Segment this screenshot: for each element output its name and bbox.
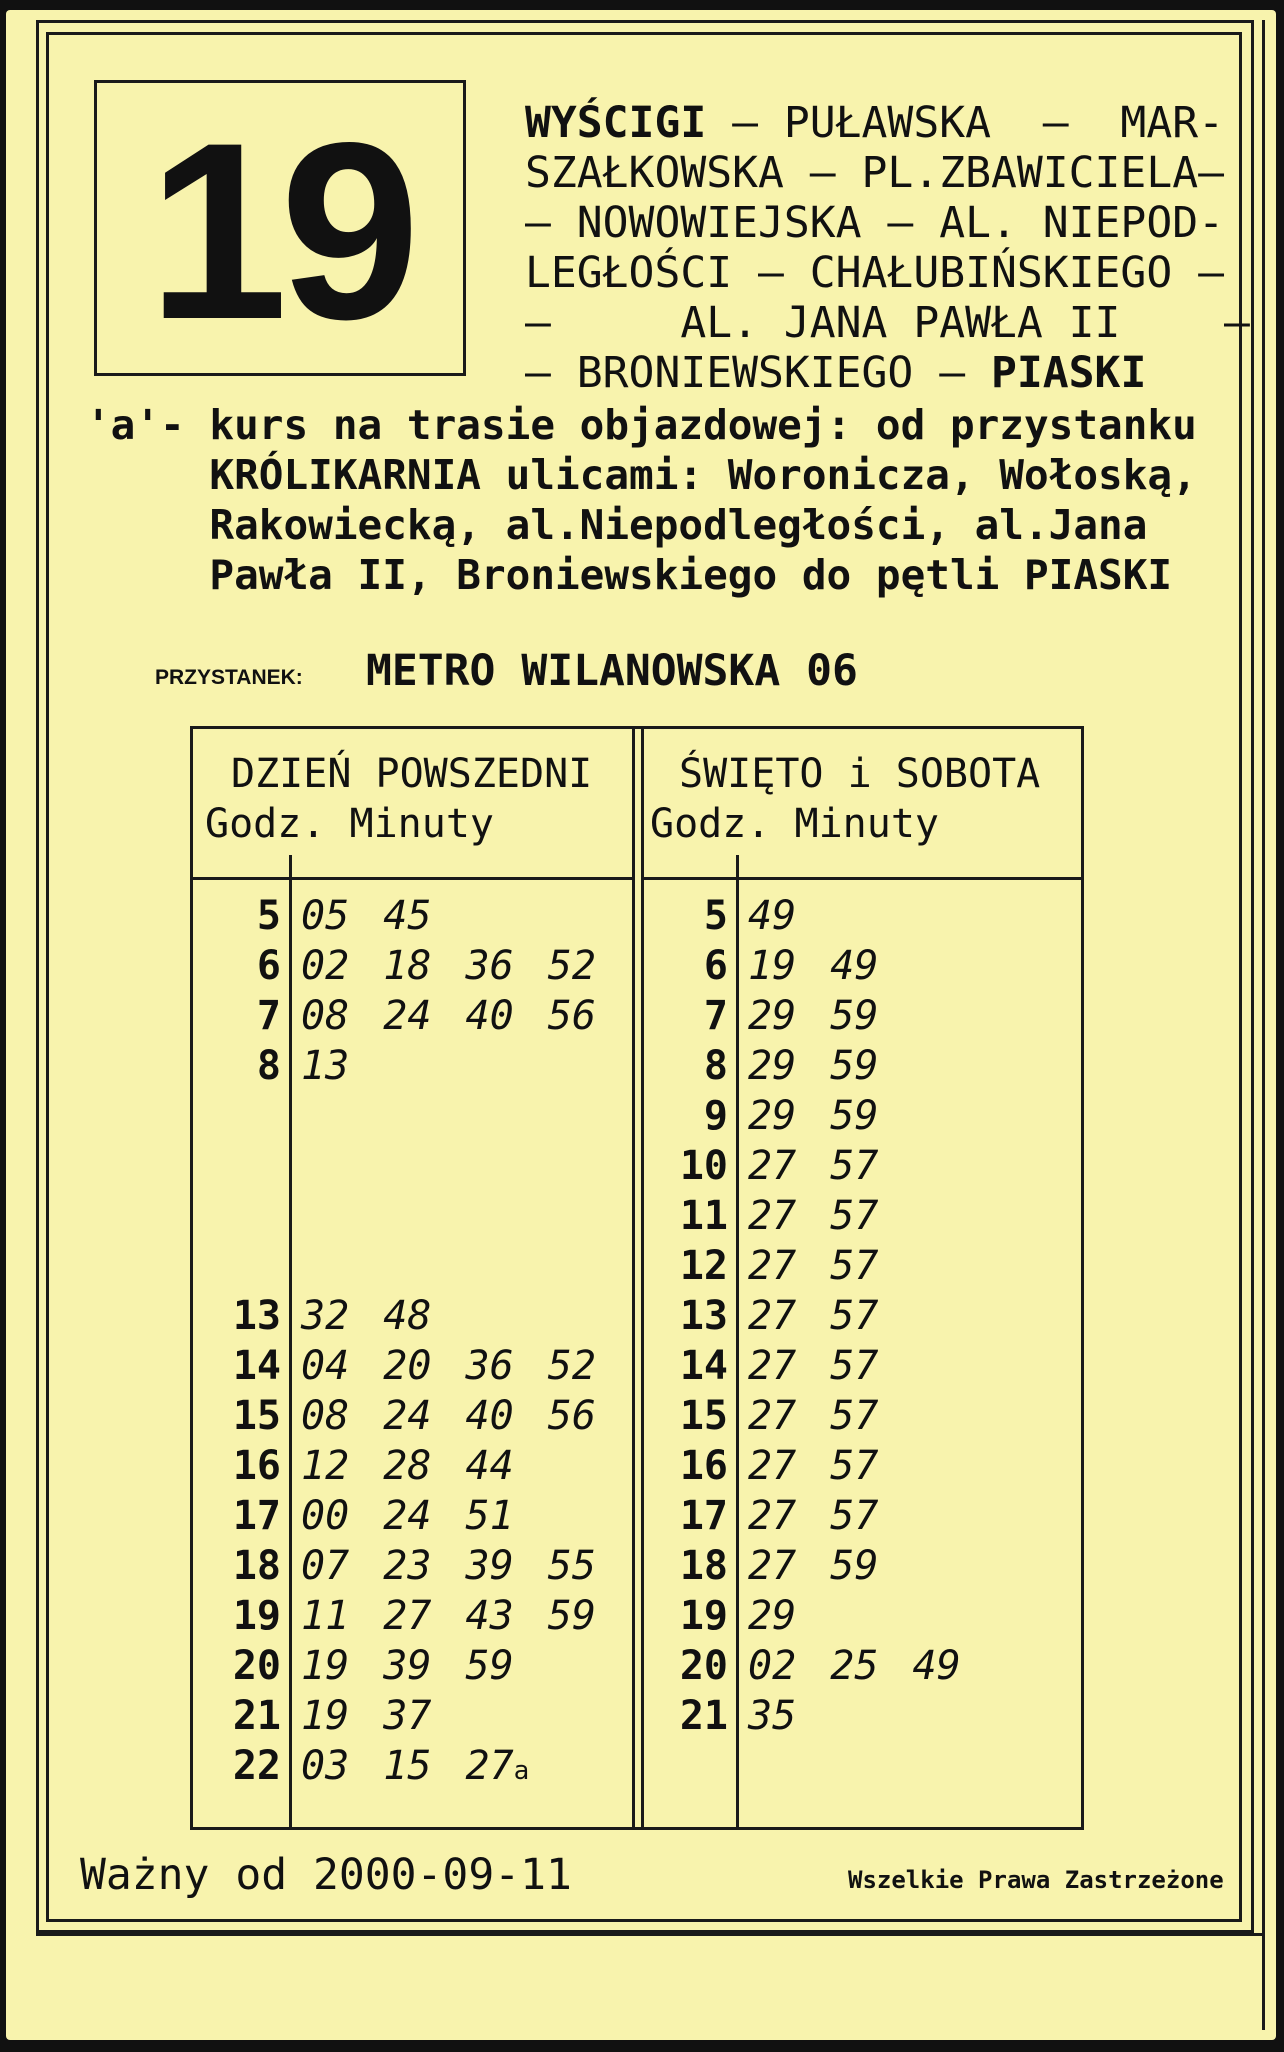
minutes-text: 49 — [748, 893, 797, 939]
timetable-grid — [190, 726, 1084, 1830]
note-line: Pawła II, Broniewskiego do pętli PIASKI — [86, 551, 1173, 599]
hour-cell: 9 — [703, 1093, 728, 1139]
hour-cell: 5 — [703, 893, 728, 939]
holiday-title: ŚWIĘTO i SOBOTA — [679, 751, 1041, 797]
hour-cell: 20 — [232, 1643, 281, 1689]
minutes-cell — [301, 1641, 514, 1691]
hour-cell: 18 — [679, 1543, 728, 1589]
minutes-cell — [748, 1641, 961, 1691]
minutes-cell — [301, 1691, 431, 1741]
minutes-text: 29 59 — [748, 1043, 879, 1089]
note-line: KRÓLIKARNIA ulicami: Woronicza, Wołoską, — [86, 451, 1197, 499]
hour-divider — [736, 855, 739, 1827]
minutes-cell — [748, 1041, 878, 1091]
valid-from: Ważny od 2000-09-11 — [80, 1850, 572, 1900]
route-line — [525, 298, 1250, 348]
route-line — [525, 98, 1224, 148]
route-line — [525, 148, 1224, 198]
minutes-cell — [748, 1591, 796, 1641]
hour-cell: 22 — [232, 1743, 281, 1789]
minutes-cell — [301, 1391, 596, 1441]
route-text: SZAŁKOWSKA – PL.ZBAWICIELA– — [525, 148, 1224, 198]
hour-cell: 14 — [679, 1343, 728, 1389]
hour-cell: 17 — [679, 1493, 728, 1539]
hour-cell: 16 — [679, 1443, 728, 1489]
line-number-box — [94, 80, 466, 376]
minutes-text: 29 — [748, 1593, 797, 1639]
bottom-rule — [36, 1933, 1265, 1936]
minutes-text: 29 59 — [748, 993, 879, 1039]
minutes-cell — [301, 1591, 596, 1641]
hour-cell: 21 — [232, 1693, 281, 1739]
hour-cell: 18 — [232, 1543, 281, 1589]
minutes-cell — [301, 1441, 514, 1491]
hour-cell: 15 — [679, 1393, 728, 1439]
hour-cell: 14 — [232, 1343, 281, 1389]
minutes-cell — [748, 1691, 796, 1741]
minutes-cell — [748, 1241, 878, 1291]
hour-cell: 6 — [256, 943, 281, 989]
hour-cell: 11 — [679, 1193, 728, 1239]
minutes-text: 05 45 — [301, 893, 432, 939]
minutes-cell — [301, 941, 596, 991]
minutes-cell — [748, 1091, 878, 1141]
hour-divider — [289, 855, 292, 1827]
stop-label: PRZYSTANEK: — [155, 666, 303, 689]
minutes-cell — [301, 1291, 431, 1341]
note-line: Rakowiecką, al.Niepodległości, al.Jana — [86, 501, 1148, 549]
minutes-cell — [748, 1141, 878, 1191]
header-rule — [641, 877, 1081, 880]
hour-cell: 20 — [679, 1643, 728, 1689]
route-text: – PUŁAWSKA – MAR- — [706, 98, 1224, 148]
route-line — [525, 348, 1195, 398]
column-divider — [632, 729, 635, 1827]
stop-name: METRO WILANOWSKA 06 — [366, 646, 858, 696]
route-line — [525, 248, 1224, 298]
minutes-cell — [301, 1491, 514, 1541]
minutes-cell — [748, 991, 878, 1041]
minutes-text: 02 18 36 52 — [301, 943, 596, 989]
minutes-cell — [748, 1191, 878, 1241]
hour-cell: 21 — [679, 1693, 728, 1739]
minutes-text: 27 57 — [748, 1343, 879, 1389]
minutes-cell — [748, 1391, 878, 1441]
minutes-cell — [748, 1441, 878, 1491]
minutes-cell — [748, 1491, 878, 1541]
hour-cell: 10 — [679, 1143, 728, 1189]
minutes-text: 35 — [748, 1693, 797, 1739]
minutes-text: 19 49 — [748, 943, 879, 989]
hour-cell: 5 — [256, 893, 281, 939]
minutes-cell — [748, 1341, 878, 1391]
minutes-cell — [301, 1341, 596, 1391]
hour-cell: 6 — [703, 943, 728, 989]
route-text: LEGŁOŚCI – CHAŁUBIŃSKIEGO – — [525, 248, 1224, 298]
minutes-cell — [301, 991, 596, 1041]
minutes-text: 32 48 — [301, 1293, 432, 1339]
minutes-text: 07 23 39 55 — [301, 1543, 596, 1589]
minutes-text: 00 24 51 — [301, 1493, 514, 1539]
minutes-text: 04 20 36 52 — [301, 1343, 596, 1389]
minutes-cell — [748, 1541, 878, 1591]
terminus-name: WYŚCIGI — [525, 98, 707, 148]
minutes-text: 27 57 — [748, 1243, 879, 1289]
minutes-text: 27 57 — [748, 1443, 879, 1489]
minutes-text: 29 59 — [748, 1093, 879, 1139]
copyright-notice: Wszelkie Prawa Zastrzeżone — [848, 1866, 1224, 1894]
minutes-cell — [748, 891, 796, 941]
minutes-text: 08 24 40 56 — [301, 1393, 596, 1439]
minutes-text: 27 57 — [748, 1193, 879, 1239]
hour-cell: 19 — [679, 1593, 728, 1639]
hour-cell: 8 — [703, 1043, 728, 1089]
minutes-cell — [301, 1541, 596, 1591]
terminus-name: PIASKI — [991, 348, 1147, 398]
minutes-cell — [301, 1041, 349, 1091]
route-text: – NOWOWIEJSKA – AL. NIEPOD- — [525, 198, 1224, 248]
hour-cell: 8 — [256, 1043, 281, 1089]
minutes-text: 27 57 — [748, 1143, 879, 1189]
hour-cell: 17 — [232, 1493, 281, 1539]
minutes-cell — [301, 1741, 529, 1796]
right-rule — [1262, 20, 1265, 2030]
hour-cell: 16 — [232, 1443, 281, 1489]
weekday-subtitle: Godz. Minuty — [205, 801, 494, 847]
hour-cell: 13 — [679, 1293, 728, 1339]
minutes-text: 11 27 43 59 — [301, 1593, 596, 1639]
minutes-text: 19 37 — [301, 1693, 432, 1739]
minutes-text: 03 15 27 — [301, 1743, 514, 1789]
route-line — [525, 198, 1224, 248]
minutes-text: 19 39 59 — [301, 1643, 514, 1689]
minutes-text: 02 25 49 — [748, 1643, 961, 1689]
minutes-text: 08 24 40 56 — [301, 993, 596, 1039]
minutes-text: 27 57 — [748, 1293, 879, 1339]
note-line: 'a'- kurs na trasie objazdowej: od przystanku — [86, 401, 1197, 449]
minutes-text: 27 57 — [748, 1493, 879, 1539]
hour-cell: 15 — [232, 1393, 281, 1439]
column-divider — [641, 729, 644, 1827]
minutes-text: 12 28 44 — [301, 1443, 514, 1489]
hour-cell: 7 — [703, 993, 728, 1039]
hour-cell: 19 — [232, 1593, 281, 1639]
hour-cell: 12 — [679, 1243, 728, 1289]
header-rule — [193, 877, 632, 880]
minutes-cell — [748, 941, 878, 991]
minutes-text: 27 59 — [748, 1543, 879, 1589]
hour-cell: 13 — [232, 1293, 281, 1339]
route-text: – AL. JANA PAWŁA II – — [525, 298, 1250, 348]
route-text: – BRONIEWSKIEGO – — [525, 348, 991, 398]
detour-mark: a — [513, 1756, 530, 1786]
hour-cell: 7 — [256, 993, 281, 1039]
weekday-title: DZIEŃ POWSZEDNI — [231, 751, 593, 797]
line-number: 19 — [147, 91, 413, 372]
holiday-subtitle: Godz. Minuty — [650, 801, 939, 847]
minutes-text: 13 — [301, 1043, 350, 1089]
minutes-cell — [301, 891, 431, 941]
minutes-text: 27 57 — [748, 1393, 879, 1439]
minutes-cell — [748, 1291, 878, 1341]
